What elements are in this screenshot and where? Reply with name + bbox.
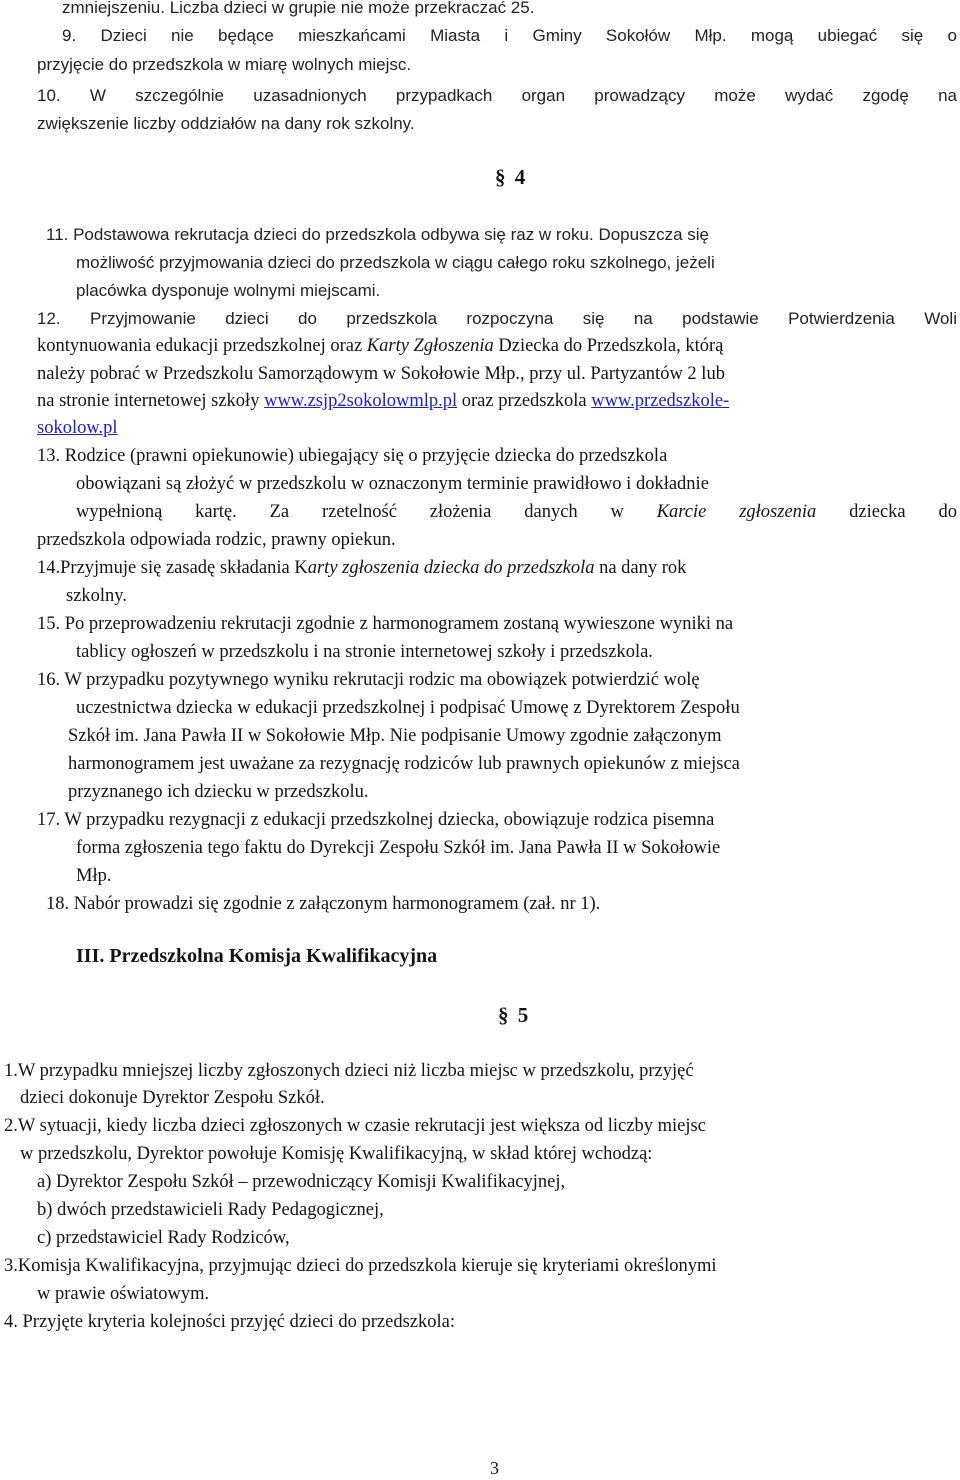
item-13-line-3 — [76, 499, 957, 525]
text-run: oraz przedszkola — [457, 391, 592, 411]
item-16-line-2: uczestnictwa dziecka w edukacji przedszkolnej i podpisać Umowę z Dyrektorem Zespołu — [76, 698, 740, 718]
item-16-line-1: 16. W przypadku pozytywnego wyniku rekrutacji rodzic ma obowiązek potwierdzić wolę — [37, 670, 700, 690]
card-name-italic: Karcie zgłoszenia — [656, 502, 817, 522]
item-13-line-4: przedszkola odpowiada rodzic, prawny opiekun. — [37, 530, 396, 550]
item-16-line-3: Szkół im. Jana Pawła II w Sokołowie Młp. Nie podpisanie Umowy zgodnie załączonym — [68, 726, 722, 746]
section-number: 4 — [514, 165, 526, 189]
text-run: dziecka do — [816, 502, 957, 522]
item-13-line-1: 13. Rodzice (prawni opiekunowie) ubiegający się o przyjęcie dziecka do przedszkola — [37, 446, 668, 466]
item-9-line-1: 9. Dzieci nie będące mieszkańcami Miasta i Gminy Sokołów Młp. mogą ubiegać się o — [62, 26, 957, 45]
item-16-line-4: harmonogramem jest uważane za rezygnację rodziców lub prawnych opiekunów z miejsca — [68, 754, 740, 774]
text-run: wypełnioną kartę. Za rzetelność złożenia danych w — [76, 502, 657, 522]
item-10-line-1: 10. W szczególnie uzasadnionych przypadkach organ prowadzący może wydać zgodę na — [37, 86, 957, 105]
item-17-line-3: Młp. — [76, 866, 112, 886]
s5-item-4-line-1: 4. Przyjęte kryteria kolejności przyjęć dzieci do przedszkola: — [4, 1312, 456, 1332]
page-number: 3 — [490, 1458, 499, 1478]
chapter-3-title: III. Przedszkolna Komisja Kwalifikacyjna — [76, 945, 438, 967]
item-13-line-2: obowiązani są złożyć w przedszkolu w oznaczonym terminie prawidłowo i dokładnie — [76, 474, 709, 494]
s5-item-2-b: b) dwóch przedstawicieli Rady Pedagogicznej, — [37, 1200, 384, 1220]
text-run: na stronie internetowej szkoły — [37, 391, 265, 411]
item-14-line-1 — [37, 555, 686, 581]
school-website-link[interactable]: www.zsjp2sokolowmlp.pl — [264, 391, 458, 411]
item-12-line-3: należy pobrać w Przedszkolu Samorządowym w Sokołowie Młp., przy ul. Partyzantów 2 lub — [37, 364, 725, 384]
section-5-heading — [498, 1003, 528, 1028]
text-run: kontynuowania edukacji przedszkolnej oraz — [37, 336, 367, 356]
preschool-website-link-end[interactable]: sokolow.pl — [37, 418, 118, 438]
item-14-line-2: szkolny. — [66, 586, 127, 606]
item-17-line-1: 17. W przypadku rezygnacji z edukacji przedszkolnej dziecka, obowiązuje rodzica pisemna — [37, 810, 715, 830]
item-11-line-2: możliwość przyjmowania dzieci do przedszkola w ciągu całego roku szkolnego, jeżeli — [76, 253, 715, 272]
s5-item-2-a: a) Dyrektor Zespołu Szkół – przewodniczący Komisji Kwalifikacyjnej, — [37, 1172, 566, 1192]
preschool-website-link[interactable]: www.przedszkole- — [591, 391, 730, 411]
item-11-line-1: 11. Podstawowa rekrutacja dzieci do przedszkola odbywa się raz w roku. Dopuszcza się — [46, 225, 709, 244]
card-name-italic: arty zgłoszenia dziecka do przedszkola — [307, 558, 595, 578]
item-10-line-2: zwiększenie liczby oddziałów na dany rok szkolny. — [37, 114, 415, 133]
item-18-line-1: 18. Nabór prowadzi się zgodnie z załączonym harmonogramem (zał. nr 1). — [46, 894, 601, 914]
item-12-line-1: 12. Przyjmowanie dzieci do przedszkola rozpoczyna się na podstawie Potwierdzenia Woli — [37, 309, 957, 328]
item-12-line-2 — [37, 333, 723, 359]
s5-item-2-line-1: 2.W sytuacji, kiedy liczba dzieci zgłoszonych w czasie rekrutacji jest większa od liczby miejsc — [4, 1116, 706, 1136]
section-symbol: § — [498, 1003, 509, 1027]
item-12-line-5 — [37, 415, 118, 441]
item-8-continuation: zmniejszeniu. Liczba dzieci w grupie nie może przekraczać 25. — [62, 0, 535, 17]
item-16-line-5: przyznanego ich dziecku w przedszkolu. — [68, 782, 369, 802]
text-run: 14.Przyjmuje się zasadę składania K — [37, 558, 308, 578]
s5-item-3-line-1: 3.Komisja Kwalifikacyjna, przyjmując dzieci do przedszkola kieruje się kryteriami określonymi — [4, 1256, 717, 1276]
item-12-line-4 — [37, 388, 729, 414]
s5-item-2-c: c) przedstawiciel Rady Rodziców, — [37, 1228, 290, 1248]
s5-item-3-line-2: w prawie oświatowym. — [37, 1284, 210, 1304]
item-11-line-3: placówka dysponuje wolnymi miejscami. — [76, 281, 381, 300]
text-run: Dziecka do Przedszkola, którą — [493, 336, 724, 356]
text-run: na dany rok — [594, 558, 687, 578]
item-9-line-2: przyjęcie do przedszkola w miarę wolnych miejsc. — [37, 55, 412, 74]
item-17-line-2: forma zgłoszenia tego faktu do Dyrekcji Zespołu Szkół im. Jana Pawła II w Sokołowie — [76, 838, 721, 858]
item-15-line-2: tablicy ogłoszeń w przedszkolu i na stronie internetowej szkoły i przedszkola. — [76, 642, 653, 662]
s5-item-1-line-2: dzieci dokonuje Dyrektor Zespołu Szkół. — [20, 1088, 325, 1108]
item-15-line-1: 15. Po przeprowadzeniu rekrutacji zgodnie z harmonogramem zostaną wywieszone wyniki na — [37, 614, 734, 634]
s5-item-2-line-2: w przedszkolu, Dyrektor powołuje Komisję Kwalifikacyjną, w skład której wchodzą: — [20, 1144, 653, 1164]
s5-item-1-line-1: 1.W przypadku mniejszej liczby zgłoszonych dzieci niż liczba miejsc w przedszkolu, przyjęć — [4, 1061, 694, 1081]
section-number: 5 — [517, 1003, 529, 1027]
section-symbol: § — [495, 165, 506, 189]
card-name-italic: Karty Zgłoszenia — [366, 336, 494, 356]
section-4-heading — [495, 165, 525, 190]
